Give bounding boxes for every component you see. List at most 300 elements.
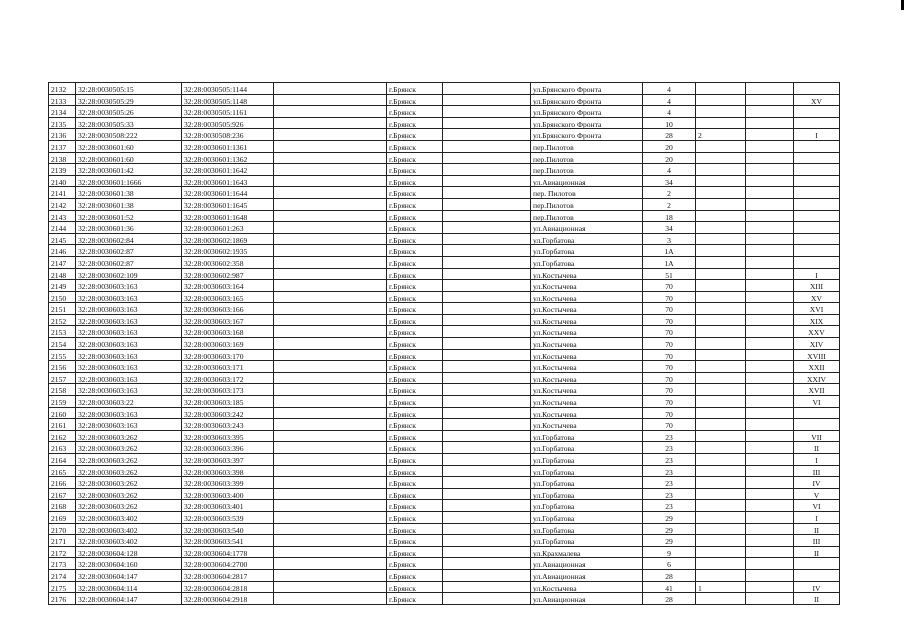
- cadastral-parcel-cell: 32:28:0030603:262: [76, 442, 182, 454]
- street-cell: ул.Костычева: [531, 407, 643, 419]
- room-number-cell: XIII: [794, 280, 840, 292]
- cadastral-object-cell: 32:28:0030603:164: [182, 280, 274, 292]
- house-number-cell: 34: [643, 222, 696, 234]
- room-number-cell: II: [794, 546, 840, 558]
- city-cell: г.Брянск: [387, 314, 443, 326]
- street-cell: пер.Пилотов: [531, 152, 643, 164]
- empty-col-cell: [274, 83, 387, 95]
- building-cell: [696, 384, 746, 396]
- empty-col-3-cell: [746, 83, 794, 95]
- building-cell: [696, 210, 746, 222]
- empty-col-3-cell: [746, 106, 794, 118]
- city-cell: г.Брянск: [387, 396, 443, 408]
- cadastral-parcel-cell: 32:28:0030603:163: [76, 372, 182, 384]
- cadastral-object-cell: 32:28:0030604:1778: [182, 546, 274, 558]
- room-number-cell: [794, 117, 840, 129]
- room-number-cell: I: [794, 511, 840, 523]
- empty-col-cell: [274, 581, 387, 593]
- cadastral-parcel-cell: 32:28:0030601:42: [76, 164, 182, 176]
- city-cell: г.Брянск: [387, 535, 443, 547]
- page-edge-mark: [901, 0, 904, 10]
- cadastral-parcel-cell: 32:28:0030604:128: [76, 546, 182, 558]
- street-cell: ул.Авиационная: [531, 175, 643, 187]
- building-cell: [696, 175, 746, 187]
- room-number-cell: XVII: [794, 384, 840, 396]
- row-number-cell: 2141: [49, 187, 76, 199]
- empty-col-3-cell: [746, 117, 794, 129]
- street-cell: ул.Горбатова: [531, 500, 643, 512]
- city-cell: г.Брянск: [387, 83, 443, 95]
- house-number-cell: 23: [643, 465, 696, 477]
- cadastral-object-cell: 32:28:0030508:236: [182, 129, 274, 141]
- city-cell: г.Брянск: [387, 94, 443, 106]
- empty-col-2-cell: [443, 396, 531, 408]
- empty-col-3-cell: [746, 500, 794, 512]
- house-number-cell: 51: [643, 268, 696, 280]
- house-number-cell: 4: [643, 106, 696, 118]
- cadastral-parcel-cell: 32:28:0030603:262: [76, 477, 182, 489]
- house-number-cell: 41: [643, 581, 696, 593]
- city-cell: г.Брянск: [387, 465, 443, 477]
- table-row: [49, 523, 840, 535]
- cadastral-object-cell: 32:28:0030601:1645: [182, 198, 274, 210]
- street-cell: пер.Пилотов: [531, 140, 643, 152]
- house-number-cell: 4: [643, 164, 696, 176]
- house-number-cell: 28: [643, 129, 696, 141]
- table-row: [49, 546, 840, 558]
- street-cell: ул.Горбатова: [531, 245, 643, 257]
- house-number-cell: 18: [643, 210, 696, 222]
- cadastral-parcel-cell: 32:28:0030601:38: [76, 198, 182, 210]
- row-number-cell: 2174: [49, 569, 76, 581]
- street-cell: ул.Горбатова: [531, 465, 643, 477]
- building-cell: [696, 558, 746, 570]
- street-cell: ул.Костычева: [531, 384, 643, 396]
- house-number-cell: 34: [643, 175, 696, 187]
- row-number-cell: 2176: [49, 593, 76, 605]
- cadastral-parcel-cell: 32:28:0030603:163: [76, 326, 182, 338]
- city-cell: г.Брянск: [387, 349, 443, 361]
- room-number-cell: [794, 187, 840, 199]
- building-cell: [696, 314, 746, 326]
- table-row: [49, 581, 840, 593]
- cadastral-parcel-cell: 32:28:0030603:262: [76, 465, 182, 477]
- row-number-cell: 2153: [49, 326, 76, 338]
- empty-col-cell: [274, 488, 387, 500]
- room-number-cell: [794, 233, 840, 245]
- cadastral-parcel-cell: 32:28:0030603:163: [76, 314, 182, 326]
- room-number-cell: [794, 222, 840, 234]
- cadastral-object-cell: 32:28:0030604:2818: [182, 581, 274, 593]
- table-row: [49, 291, 840, 303]
- street-cell: ул.Брянского Фронта: [531, 117, 643, 129]
- row-number-cell: 2161: [49, 419, 76, 431]
- house-number-cell: 23: [643, 454, 696, 466]
- building-cell: [696, 349, 746, 361]
- building-cell: [696, 372, 746, 384]
- room-number-cell: [794, 558, 840, 570]
- street-cell: ул.Костычева: [531, 349, 643, 361]
- empty-col-3-cell: [746, 569, 794, 581]
- cadastral-parcel-cell: 32:28:0030505:33: [76, 117, 182, 129]
- empty-col-3-cell: [746, 245, 794, 257]
- room-number-cell: [794, 106, 840, 118]
- building-cell: 2: [696, 129, 746, 141]
- empty-col-3-cell: [746, 465, 794, 477]
- table-row: [49, 175, 840, 187]
- empty-col-3-cell: [746, 419, 794, 431]
- cadastral-object-cell: 32:28:0030603:171: [182, 361, 274, 373]
- table-row: [49, 488, 840, 500]
- cadastral-object-cell: 32:28:0030603:399: [182, 477, 274, 489]
- street-cell: ул.Брянского Фронта: [531, 94, 643, 106]
- cadastral-object-cell: 32:28:0030603:397: [182, 454, 274, 466]
- row-number-cell: 2155: [49, 349, 76, 361]
- empty-col-3-cell: [746, 535, 794, 547]
- empty-col-cell: [274, 256, 387, 268]
- cadastral-parcel-cell: 32:28:0030603:163: [76, 407, 182, 419]
- table-row: [49, 384, 840, 396]
- cadastral-parcel-cell: 32:28:0030505:29: [76, 94, 182, 106]
- row-number-cell: 2171: [49, 535, 76, 547]
- house-number-cell: 70: [643, 372, 696, 384]
- street-cell: ул.Крахмалева: [531, 546, 643, 558]
- building-cell: [696, 477, 746, 489]
- row-number-cell: 2160: [49, 407, 76, 419]
- house-number-cell: 28: [643, 569, 696, 581]
- street-cell: ул.Брянского Фронта: [531, 129, 643, 141]
- empty-col-cell: [274, 338, 387, 350]
- table-row: [49, 303, 840, 315]
- room-number-cell: XVIII: [794, 349, 840, 361]
- city-cell: г.Брянск: [387, 558, 443, 570]
- empty-col-2-cell: [443, 291, 531, 303]
- city-cell: г.Брянск: [387, 442, 443, 454]
- building-cell: [696, 268, 746, 280]
- city-cell: г.Брянск: [387, 581, 443, 593]
- empty-col-3-cell: [746, 94, 794, 106]
- street-cell: ул.Горбатова: [531, 256, 643, 268]
- empty-col-3-cell: [746, 280, 794, 292]
- city-cell: г.Брянск: [387, 129, 443, 141]
- building-cell: [696, 500, 746, 512]
- empty-col-3-cell: [746, 326, 794, 338]
- empty-col-2-cell: [443, 523, 531, 535]
- building-cell: [696, 245, 746, 257]
- empty-col-cell: [274, 372, 387, 384]
- cadastral-parcel-cell: 32:28:0030603:262: [76, 500, 182, 512]
- room-number-cell: XIV: [794, 338, 840, 350]
- cadastral-parcel-cell: 32:28:0030603:402: [76, 511, 182, 523]
- table-row: [49, 94, 840, 106]
- row-number-cell: 2173: [49, 558, 76, 570]
- city-cell: г.Брянск: [387, 477, 443, 489]
- empty-col-2-cell: [443, 500, 531, 512]
- empty-col-2-cell: [443, 546, 531, 558]
- empty-col-cell: [274, 535, 387, 547]
- room-number-cell: XIX: [794, 314, 840, 326]
- empty-col-3-cell: [746, 256, 794, 268]
- empty-col-2-cell: [443, 117, 531, 129]
- street-cell: ул.Горбатова: [531, 535, 643, 547]
- empty-col-2-cell: [443, 140, 531, 152]
- cadastral-object-cell: 32:28:0030505:1148: [182, 94, 274, 106]
- empty-col-2-cell: [443, 314, 531, 326]
- cadastral-object-cell: 32:28:0030602:358: [182, 256, 274, 268]
- building-cell: [696, 454, 746, 466]
- room-number-cell: [794, 175, 840, 187]
- empty-col-3-cell: [746, 523, 794, 535]
- cadastral-parcel-cell: 32:28:0030603:262: [76, 488, 182, 500]
- street-cell: ул.Авиационная: [531, 222, 643, 234]
- row-number-cell: 2149: [49, 280, 76, 292]
- row-number-cell: 2132: [49, 83, 76, 95]
- table-row: [49, 117, 840, 129]
- empty-col-2-cell: [443, 152, 531, 164]
- street-cell: ул.Костычева: [531, 419, 643, 431]
- house-number-cell: 70: [643, 280, 696, 292]
- row-number-cell: 2146: [49, 245, 76, 257]
- building-cell: [696, 407, 746, 419]
- city-cell: г.Брянск: [387, 280, 443, 292]
- cadastral-object-cell: 32:28:0030601:1644: [182, 187, 274, 199]
- cadastral-parcel-cell: 32:28:0030604:114: [76, 581, 182, 593]
- house-number-cell: 20: [643, 140, 696, 152]
- cadastral-parcel-cell: 32:28:0030601:38: [76, 187, 182, 199]
- empty-col-2-cell: [443, 256, 531, 268]
- street-cell: ул.Костычева: [531, 314, 643, 326]
- table-row: [49, 396, 840, 408]
- room-number-cell: I: [794, 129, 840, 141]
- table-row: [49, 268, 840, 280]
- city-cell: г.Брянск: [387, 523, 443, 535]
- room-number-cell: VII: [794, 430, 840, 442]
- empty-col-3-cell: [746, 268, 794, 280]
- city-cell: г.Брянск: [387, 198, 443, 210]
- building-cell: [696, 256, 746, 268]
- city-cell: г.Брянск: [387, 210, 443, 222]
- table-row: [49, 187, 840, 199]
- room-number-cell: [794, 256, 840, 268]
- empty-col-2-cell: [443, 245, 531, 257]
- cadastral-parcel-cell: 32:28:0030603:163: [76, 280, 182, 292]
- empty-col-3-cell: [746, 396, 794, 408]
- empty-col-cell: [274, 454, 387, 466]
- row-number-cell: 2140: [49, 175, 76, 187]
- street-cell: ул.Горбатова: [531, 430, 643, 442]
- empty-col-2-cell: [443, 511, 531, 523]
- cadastral-parcel-cell: 32:28:0030505:15: [76, 83, 182, 95]
- empty-col-3-cell: [746, 152, 794, 164]
- table-row: [49, 129, 840, 141]
- cadastral-object-cell: 32:28:0030601:263: [182, 222, 274, 234]
- empty-col-2-cell: [443, 164, 531, 176]
- table-row: [49, 198, 840, 210]
- table-row: [49, 326, 840, 338]
- cadastral-object-cell: 32:28:0030602:1935: [182, 245, 274, 257]
- room-number-cell: [794, 569, 840, 581]
- row-number-cell: 2133: [49, 94, 76, 106]
- house-number-cell: 70: [643, 326, 696, 338]
- table-row: [49, 454, 840, 466]
- cadastral-object-cell: 32:28:0030603:185: [182, 396, 274, 408]
- cadastral-object-cell: 32:28:0030603:395: [182, 430, 274, 442]
- cadastral-parcel-cell: 32:28:0030602:87: [76, 256, 182, 268]
- building-cell: [696, 546, 746, 558]
- house-number-cell: 23: [643, 442, 696, 454]
- cadastral-parcel-cell: 32:28:0030603:163: [76, 349, 182, 361]
- empty-col-3-cell: [746, 233, 794, 245]
- cadastral-object-cell: 32:28:0030505:926: [182, 117, 274, 129]
- building-cell: [696, 488, 746, 500]
- city-cell: г.Брянск: [387, 268, 443, 280]
- cadastral-object-cell: 32:28:0030603:169: [182, 338, 274, 350]
- empty-col-3-cell: [746, 581, 794, 593]
- city-cell: г.Брянск: [387, 140, 443, 152]
- street-cell: ул.Брянского Фронта: [531, 83, 643, 95]
- empty-col-3-cell: [746, 222, 794, 234]
- table-row: [49, 419, 840, 431]
- room-number-cell: XXV: [794, 326, 840, 338]
- city-cell: г.Брянск: [387, 326, 443, 338]
- cadastral-parcel-cell: 32:28:0030603:262: [76, 454, 182, 466]
- row-number-cell: 2156: [49, 361, 76, 373]
- empty-col-3-cell: [746, 187, 794, 199]
- cadastral-parcel-cell: 32:28:0030603:163: [76, 291, 182, 303]
- street-cell: ул.Костычева: [531, 338, 643, 350]
- city-cell: г.Брянск: [387, 222, 443, 234]
- building-cell: [696, 198, 746, 210]
- room-number-cell: [794, 164, 840, 176]
- room-number-cell: III: [794, 465, 840, 477]
- cadastral-parcel-cell: 32:28:0030601:60: [76, 140, 182, 152]
- table-row: [49, 152, 840, 164]
- cadastral-object-cell: 32:28:0030603:242: [182, 407, 274, 419]
- cadastral-object-cell: 32:28:0030604:2700: [182, 558, 274, 570]
- row-number-cell: 2164: [49, 454, 76, 466]
- street-cell: ул.Костычева: [531, 303, 643, 315]
- building-cell: [696, 83, 746, 95]
- cadastral-parcel-cell: 32:28:0030603:402: [76, 523, 182, 535]
- house-number-cell: 70: [643, 407, 696, 419]
- city-cell: г.Брянск: [387, 245, 443, 257]
- empty-col-cell: [274, 500, 387, 512]
- room-number-cell: III: [794, 535, 840, 547]
- city-cell: г.Брянск: [387, 593, 443, 605]
- empty-col-2-cell: [443, 488, 531, 500]
- empty-col-3-cell: [746, 454, 794, 466]
- empty-col-2-cell: [443, 222, 531, 234]
- cadastral-object-cell: 32:28:0030602:1869: [182, 233, 274, 245]
- house-number-cell: 9: [643, 546, 696, 558]
- cadastral-parcel-cell: 32:28:0030603:163: [76, 419, 182, 431]
- empty-col-cell: [274, 291, 387, 303]
- empty-col-cell: [274, 187, 387, 199]
- cadastral-parcel-cell: 32:28:0030603:402: [76, 535, 182, 547]
- row-number-cell: 2172: [49, 546, 76, 558]
- cadastral-object-cell: 32:28:0030601:1643: [182, 175, 274, 187]
- cadastral-parcel-cell: 32:28:0030601:1666: [76, 175, 182, 187]
- house-number-cell: 70: [643, 291, 696, 303]
- house-number-cell: 70: [643, 314, 696, 326]
- room-number-cell: XXII: [794, 361, 840, 373]
- registry-table: [48, 82, 840, 605]
- cadastral-object-cell: 32:28:0030603:172: [182, 372, 274, 384]
- cadastral-object-cell: 32:28:0030505:1144: [182, 83, 274, 95]
- row-number-cell: 2151: [49, 303, 76, 315]
- building-cell: [696, 152, 746, 164]
- city-cell: г.Брянск: [387, 187, 443, 199]
- empty-col-cell: [274, 314, 387, 326]
- empty-col-3-cell: [746, 338, 794, 350]
- house-number-cell: 10: [643, 117, 696, 129]
- street-cell: ул.Горбатова: [531, 454, 643, 466]
- room-number-cell: [794, 152, 840, 164]
- row-number-cell: 2167: [49, 488, 76, 500]
- city-cell: г.Брянск: [387, 488, 443, 500]
- house-number-cell: 70: [643, 419, 696, 431]
- empty-col-cell: [274, 523, 387, 535]
- cadastral-object-cell: 32:28:0030603:168: [182, 326, 274, 338]
- row-number-cell: 2135: [49, 117, 76, 129]
- empty-col-cell: [274, 396, 387, 408]
- empty-col-cell: [274, 164, 387, 176]
- empty-col-cell: [274, 94, 387, 106]
- empty-col-cell: [274, 152, 387, 164]
- empty-col-3-cell: [746, 140, 794, 152]
- house-number-cell: 4: [643, 83, 696, 95]
- building-cell: [696, 511, 746, 523]
- empty-col-2-cell: [443, 477, 531, 489]
- cadastral-parcel-cell: 32:28:0030602:87: [76, 245, 182, 257]
- cadastral-object-cell: 32:28:0030601:1648: [182, 210, 274, 222]
- house-number-cell: 23: [643, 477, 696, 489]
- empty-col-cell: [274, 326, 387, 338]
- row-number-cell: 2137: [49, 140, 76, 152]
- empty-col-3-cell: [746, 477, 794, 489]
- room-number-cell: II: [794, 593, 840, 605]
- street-cell: ул.Горбатова: [531, 511, 643, 523]
- cadastral-parcel-cell: 32:28:0030603:163: [76, 384, 182, 396]
- empty-col-3-cell: [746, 361, 794, 373]
- empty-col-2-cell: [443, 581, 531, 593]
- building-cell: [696, 164, 746, 176]
- empty-col-2-cell: [443, 372, 531, 384]
- empty-col-cell: [274, 546, 387, 558]
- room-number-cell: I: [794, 268, 840, 280]
- row-number-cell: 2143: [49, 210, 76, 222]
- city-cell: г.Брянск: [387, 454, 443, 466]
- building-cell: [696, 465, 746, 477]
- empty-col-2-cell: [443, 210, 531, 222]
- table-row: [49, 140, 840, 152]
- empty-col-2-cell: [443, 233, 531, 245]
- house-number-cell: 2: [643, 187, 696, 199]
- empty-col-cell: [274, 419, 387, 431]
- table-row: [49, 256, 840, 268]
- building-cell: [696, 303, 746, 315]
- empty-col-3-cell: [746, 546, 794, 558]
- row-number-cell: 2170: [49, 523, 76, 535]
- room-number-cell: VI: [794, 396, 840, 408]
- room-number-cell: [794, 407, 840, 419]
- row-number-cell: 2145: [49, 233, 76, 245]
- cadastral-object-cell: 32:28:0030603:539: [182, 511, 274, 523]
- table-row: [49, 442, 840, 454]
- room-number-cell: VI: [794, 500, 840, 512]
- city-cell: г.Брянск: [387, 164, 443, 176]
- street-cell: ул.Горбатова: [531, 477, 643, 489]
